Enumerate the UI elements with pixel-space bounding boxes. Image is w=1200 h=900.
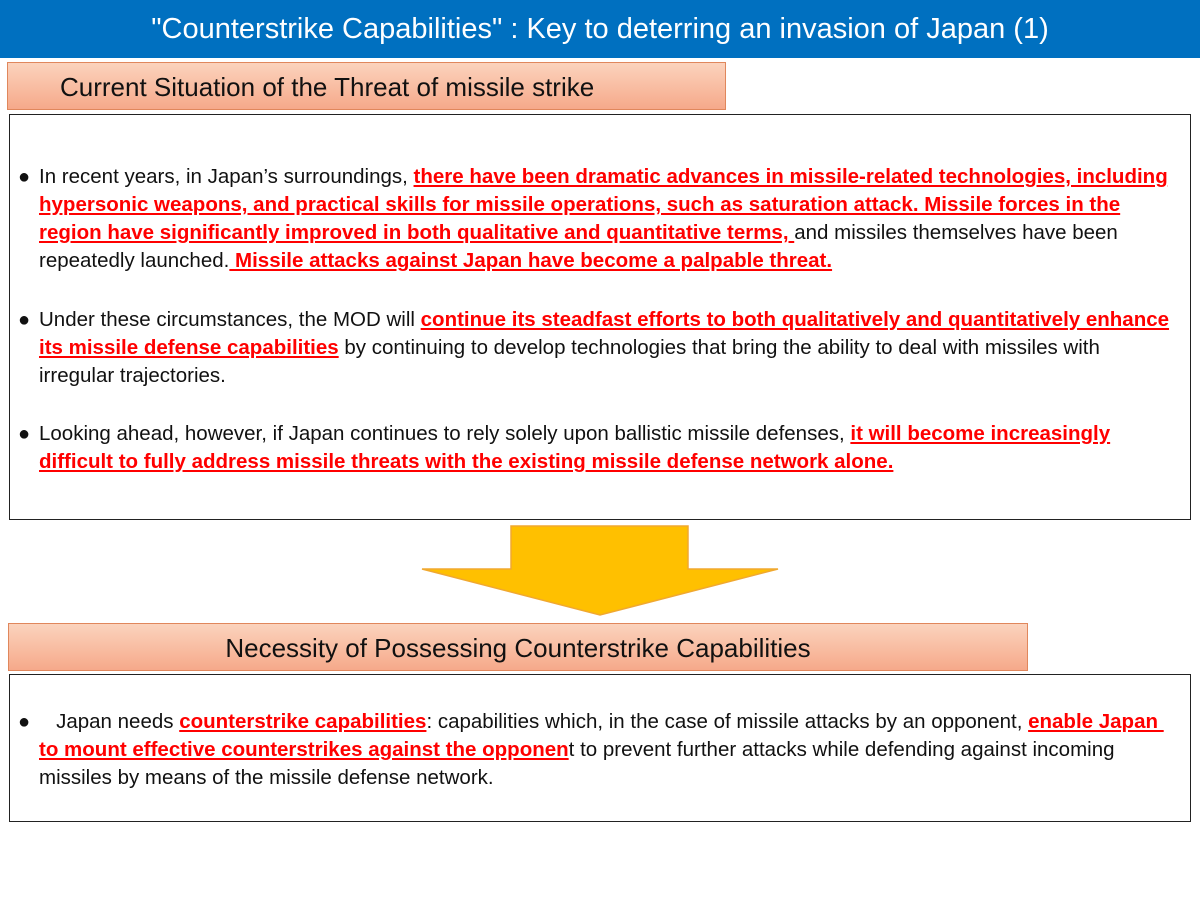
text-segment: t to prevent further attacks while defending against incoming missiles by means of the missile defense network. (39, 738, 1121, 789)
highlighted-text: there have been dramatic advances in missile-related technologies, including hypersonic weapons, and practical skills for missile operations, such as saturation attack. Missile forces in the region have significantly improved in both qualitative and quantitative terms, (39, 165, 1168, 244)
bullet-dot-icon: ● (18, 166, 31, 188)
text-segment: and missiles themselves have been repeatedly launched. (39, 221, 1118, 272)
text-segment: : capabilities which, in the case of missile attacks by an opponent, (426, 710, 1029, 733)
highlighted-text: Missile attacks against Japan have become a palpable threat. (229, 249, 833, 272)
bullet-dot-icon: ● (18, 711, 31, 733)
highlighted-text: counterstrike capabilities (179, 710, 427, 733)
bullet-text (39, 306, 1180, 390)
current-situation-box (9, 114, 1191, 520)
bullet-text (39, 708, 1180, 792)
down-arrow-icon (420, 525, 780, 617)
bullet-item (18, 420, 1180, 476)
necessity-box (9, 674, 1191, 822)
bullet-item (18, 163, 1180, 275)
highlighted-text: enable Japan to mount effective counterstrikes against the opponen (39, 710, 1164, 761)
text-segment: In recent years, in Japan’s surroundings, (39, 165, 414, 188)
bullet-item (18, 708, 1180, 792)
bullet-text (39, 420, 1180, 476)
highlighted-text: it will become increasingly difficult to fully address missile threats with the existing missile defense network alone. (39, 422, 1111, 473)
section-header-necessity: Necessity of Possessing Counterstrike Capabilities (8, 623, 1028, 671)
text-segment: Under these circumstances, the MOD will (39, 308, 421, 331)
section-header-current-situation: Current Situation of the Threat of missile strike (7, 62, 726, 110)
highlighted-text: continue its steadfast efforts to both qualitatively and quantitatively enhance its missile defense capabilities (39, 308, 1170, 359)
text-segment: Japan needs (39, 710, 180, 733)
bullet-dot-icon: ● (18, 423, 31, 445)
bullet-text (39, 163, 1180, 275)
bullet-item (18, 306, 1180, 390)
text-segment: Looking ahead, however, if Japan continues to rely solely upon ballistic missile defenses, (39, 422, 851, 445)
slide-title: "Counterstrike Capabilities" : Key to deterring an invasion of Japan (1) (0, 0, 1200, 58)
text-segment: by continuing to develop technologies that bring the ability to deal with missiles with irregular trajectories. (39, 336, 1100, 387)
bullet-dot-icon: ● (18, 309, 31, 331)
